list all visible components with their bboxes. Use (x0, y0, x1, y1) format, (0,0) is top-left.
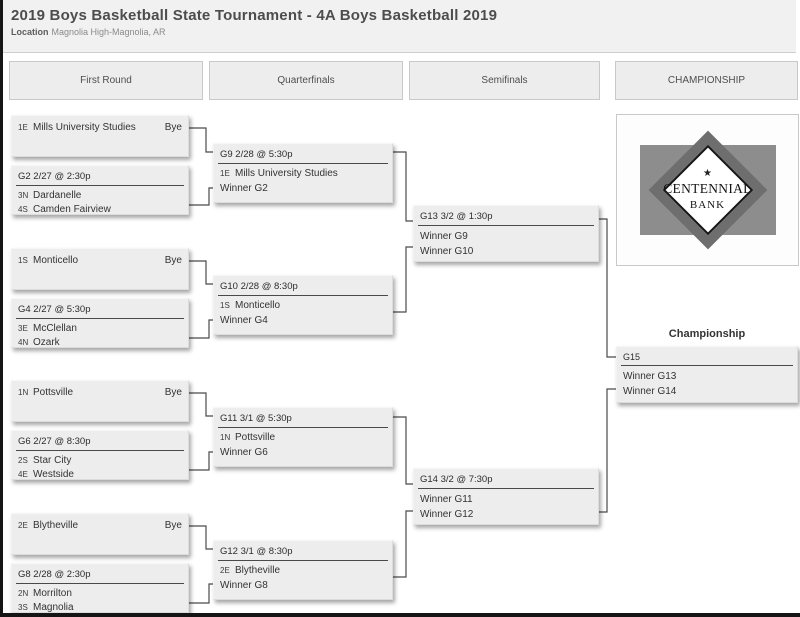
team-row (12, 381, 188, 399)
winner-slot: Winner G9 (420, 231, 468, 242)
team-name: Camden Fairview (33, 204, 111, 215)
team-row (12, 586, 188, 600)
sponsor-name: CENTENNIAL (663, 181, 752, 196)
game-header: G9 2/28 @ 5:30p (218, 144, 388, 164)
team-name: Dardanelle (33, 190, 82, 201)
bye-label: Bye (164, 122, 182, 133)
team-row (12, 116, 188, 134)
team-name: Pottsville (235, 432, 276, 443)
column-header-first-round: First Round (9, 61, 203, 100)
team-seed: 4E (18, 470, 28, 479)
team-seed: 4S (18, 205, 28, 214)
game-box-g4 (11, 298, 189, 348)
team-name: Mills University Studies (33, 122, 136, 133)
game-header: G10 2/28 @ 8:30p (218, 276, 388, 296)
team-row (12, 600, 188, 614)
team-name: Monticello (235, 300, 281, 311)
team-name: Morrilton (33, 588, 72, 599)
game-header: G6 2/27 @ 8:30p (16, 431, 184, 451)
winner-slot: Winner G13 (623, 371, 677, 382)
game-box-g11 (213, 407, 393, 467)
team-row (12, 335, 188, 349)
winner-slot: Winner G4 (220, 315, 268, 326)
winner-slot: Winner G6 (220, 447, 268, 458)
column-header-quarterfinals: Quarterfinals (209, 61, 403, 100)
team-row (12, 453, 188, 467)
game-box-g6 (11, 430, 189, 480)
team-seed: 1N (220, 433, 231, 442)
column-header-semifinals: Semifinals (409, 61, 600, 100)
team-row (214, 166, 392, 180)
team-seed: 3N (18, 191, 29, 200)
game-box-g9 (213, 143, 393, 203)
team-name: Monticello (33, 255, 79, 266)
team-seed: 3S (18, 603, 28, 612)
winner-slot: Winner G10 (420, 246, 474, 257)
team-seed: 1E (18, 123, 28, 132)
bye-label: Bye (164, 520, 182, 531)
team-row (214, 563, 392, 577)
page-title: 2019 Boys Basketball State Tournament - 4A Boys Basketball 2019 (11, 7, 498, 24)
game-box-g2 (11, 165, 189, 215)
centennial-bank-logo (632, 129, 784, 251)
team-name: Mills University Studies (235, 168, 338, 179)
team-seed: 2S (18, 456, 28, 465)
team-row (12, 321, 188, 335)
logo-text (632, 129, 784, 251)
winner-slot: Winner G11 (420, 494, 473, 505)
star-icon: ★ (703, 168, 712, 179)
sponsor-logo (616, 114, 799, 266)
location-line (11, 27, 796, 37)
location-value: Magnolia High-Magnolia, AR (51, 27, 166, 37)
bye-box-pottsville (11, 380, 189, 422)
team-row (12, 249, 188, 267)
team-seed: 1E (220, 169, 230, 178)
page-header (3, 0, 796, 53)
game-box-g10 (213, 275, 393, 335)
team-name: Blytheville (235, 565, 281, 576)
bye-label: Bye (164, 255, 182, 266)
game-header: G12 3/1 @ 8:30p (218, 541, 388, 561)
championship-heading: Championship (668, 328, 746, 340)
bye-box-mills (11, 115, 189, 157)
team-name: Star City (33, 455, 72, 466)
bye-label: Bye (164, 387, 182, 398)
game-header: G4 2/27 @ 5:30p (16, 299, 184, 319)
team-row (214, 298, 392, 312)
winner-slot: Winner G14 (623, 386, 677, 397)
column-header-championship: CHAMPIONSHIP (615, 61, 798, 100)
game-box-g15 (616, 346, 798, 403)
team-name: Pottsville (33, 387, 74, 398)
location-label: Location (11, 27, 49, 37)
game-header: G2 2/27 @ 2:30p (16, 166, 184, 186)
game-box-g14 (413, 468, 599, 525)
team-seed: 2N (18, 589, 29, 598)
bye-box-monticello (11, 248, 189, 290)
game-box-g13 (413, 205, 599, 262)
team-seed: 1N (18, 388, 29, 397)
game-header: G15 (621, 347, 793, 366)
team-name: Ozark (33, 337, 60, 348)
team-seed: 4N (18, 338, 29, 347)
bye-box-blytheville (11, 513, 189, 555)
team-name: McClellan (33, 323, 77, 334)
winner-slot: Winner G12 (420, 509, 474, 520)
team-seed: 2E (220, 566, 230, 575)
sponsor-name-2: BANK (689, 199, 726, 211)
team-row (214, 430, 392, 444)
team-row (12, 202, 188, 216)
team-seed: 2E (18, 521, 28, 530)
team-name: Westside (33, 469, 74, 480)
team-row (12, 188, 188, 202)
game-header: G13 3/2 @ 1:30p (418, 206, 594, 226)
game-header: G11 3/1 @ 5:30p (218, 408, 388, 428)
winner-slot: Winner G2 (220, 183, 268, 194)
game-box-g12 (213, 540, 393, 600)
game-box-g8 (11, 563, 189, 613)
team-seed: 1S (220, 301, 230, 310)
team-seed: 1S (18, 256, 28, 265)
team-name: Blytheville (33, 520, 79, 531)
winner-slot: Winner G8 (220, 580, 268, 591)
team-seed: 3E (18, 324, 28, 333)
game-header: G14 3/2 @ 7:30p (418, 469, 594, 489)
game-header: G8 2/28 @ 2:30p (16, 564, 184, 584)
team-row (12, 467, 188, 481)
team-row (12, 514, 188, 532)
team-name: Magnolia (33, 602, 74, 613)
